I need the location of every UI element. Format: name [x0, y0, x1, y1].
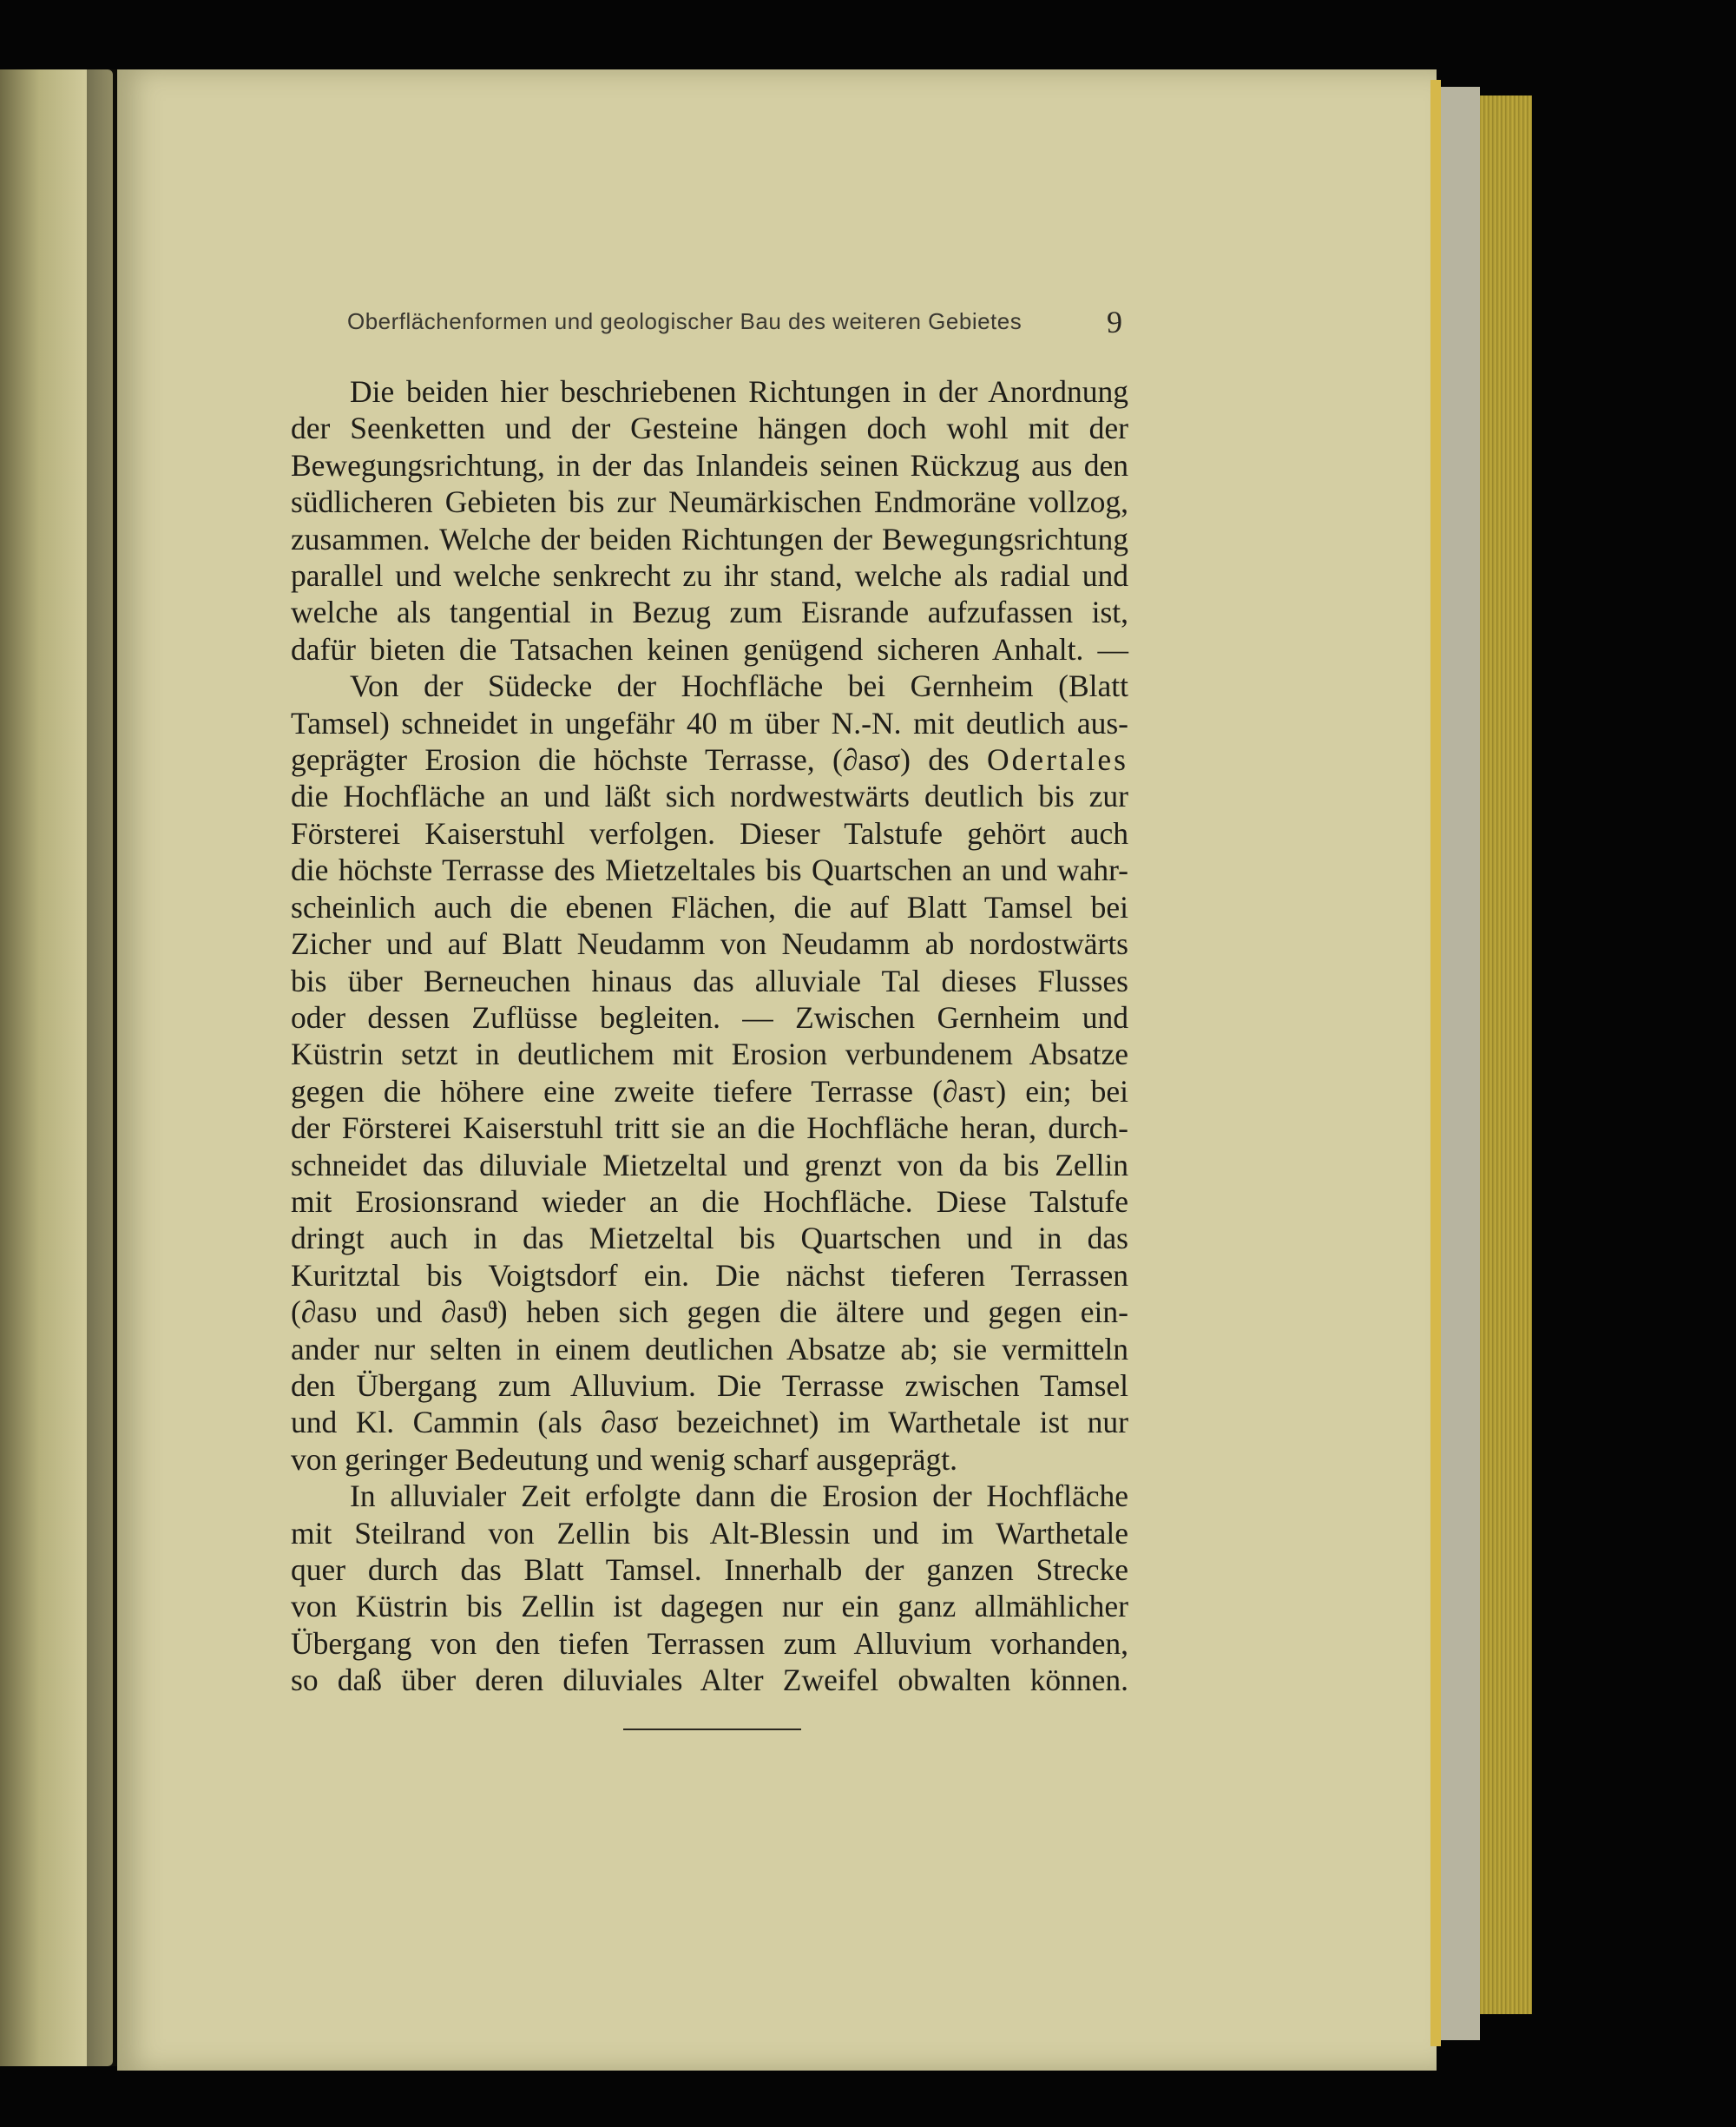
text-line: der Seenketten und der Gesteine hängen doch wohl mit der: [291, 411, 1128, 446]
spaced-place-name: Odertales: [986, 742, 1128, 778]
text-line: so daß über deren diluviales Alter Zweifel obwalten können.: [291, 1663, 1128, 1698]
text-line: von Küstrin bis Zellin ist dagegen nur ein ganz allmählicher: [291, 1589, 1128, 1624]
text-line: und Kl. Cammin (als ∂asσ bezeichnet) im Warthetale ist nur: [291, 1405, 1128, 1440]
text-line: die Hochfläche an und läßt sich nordwestwärts deutlich bis zur: [291, 779, 1128, 814]
text-line: mit Steilrand von Zellin bis Alt-Blessin und im Warthetale: [291, 1515, 1128, 1551]
body-text: [291, 373, 1128, 1699]
text-line: südlicheren Gebieten bis zur Neumärkischen Endmoräne vollzog,: [291, 484, 1128, 520]
text-line: quer durch das Blatt Tamsel. Innerhalb der ganzen Strecke: [291, 1552, 1128, 1587]
text-line: Bewegungsrichtung, in der das Inlandeis seinen Rückzug aus den: [291, 447, 1128, 483]
text-line: Kuritztal bis Voigtsdorf ein. Die nächst tieferen Terrassen: [291, 1257, 1128, 1293]
text-line: dringt auch in das Mietzeltal bis Quartschen und in das: [291, 1221, 1128, 1256]
text-line: mit Erosionsrand wieder an die Hochfläche. Diese Talstufe: [291, 1183, 1128, 1219]
text-line: dafür bieten die Tatsachen keinen genügend sicheren Anhalt. —: [291, 631, 1128, 667]
text-line: bis über Berneuchen hinaus das alluviale Tal dieses Flusses: [291, 963, 1128, 998]
text-line: den Übergang zum Alluvium. Die Terrasse zwischen Tamsel: [291, 1367, 1128, 1403]
text-line: Küstrin setzt in deutlichem mit Erosion verbundenem Absatze: [291, 1037, 1128, 1072]
text-line: gegen die höhere eine zweite tiefere Terrasse (∂asτ) ein; bei: [291, 1073, 1128, 1109]
text-line: oder dessen Zuflüsse begleiten. — Zwischen Gernheim und: [291, 999, 1128, 1035]
text-line: parallel und welche senkrecht zu ihr stand, welche als radial und: [291, 558, 1128, 594]
page-gilt-edge: [1430, 80, 1441, 2046]
text-line-composite: [291, 741, 1128, 778]
text-line: Zicher und auf Blatt Neudamm von Neudamm ab nordostwärts: [291, 926, 1128, 962]
text-line: Von der Südecke der Hochfläche bei Gernheim (Blatt: [350, 668, 1128, 704]
running-header: Oberflächenformen und geologischer Bau des weiteren Gebietes: [347, 308, 1023, 334]
text-line: die höchste Terrasse des Mietzeltales bis Quartschen an und wahr-: [291, 853, 1128, 888]
text-line: Försterei Kaiserstuhl verfolgen. Dieser Talstufe gehört auch: [291, 815, 1128, 851]
text-line: der Försterei Kaiserstuhl tritt sie an die Hochfläche heran, durch-: [291, 1110, 1128, 1146]
text-line: Übergang von den tiefen Terrassen zum Alluvium vorhanden,: [291, 1625, 1128, 1661]
page-number: 9: [1107, 305, 1122, 339]
text-segment: geprägter Erosion die höchste Terrasse, (∂asσ) des: [291, 742, 970, 778]
text-line: Die beiden hier beschriebenen Richtungen in der Anordnung: [350, 374, 1128, 409]
text-line: Tamsel) schneidet in ungefähr 40 m über N.-N. mit deutlich aus-: [291, 705, 1128, 741]
text-line: scheinlich auch die ebenen Flächen, die auf Blatt Tamsel bei: [291, 889, 1128, 925]
page-block-edge: [1437, 87, 1480, 2040]
text-line: (∂asυ und ∂asϑ) heben sich gegen die ältere und gegen ein-: [291, 1294, 1128, 1330]
text-line: In alluvialer Zeit erfolgte dann die Erosion der Hochfläche: [350, 1478, 1128, 1514]
text-line: welche als tangential in Bezug zum Eisrande aufzufassen ist,: [291, 595, 1128, 630]
text-line: ander nur selten in einem deutlichen Absatze ab; sie vermitteln: [291, 1331, 1128, 1366]
closing-rule: [623, 1729, 801, 1730]
text-line: schneidet das diluviale Mietzeltal und grenzt von da bis Zellin: [291, 1147, 1128, 1182]
text-line: zusammen. Welche der beiden Richtungen der Bewegungsrichtung: [291, 521, 1128, 556]
page-stack-edge: [1480, 95, 1532, 2014]
text-line: von geringer Bedeutung und wenig scharf ausgeprägt.: [291, 1441, 957, 1477]
